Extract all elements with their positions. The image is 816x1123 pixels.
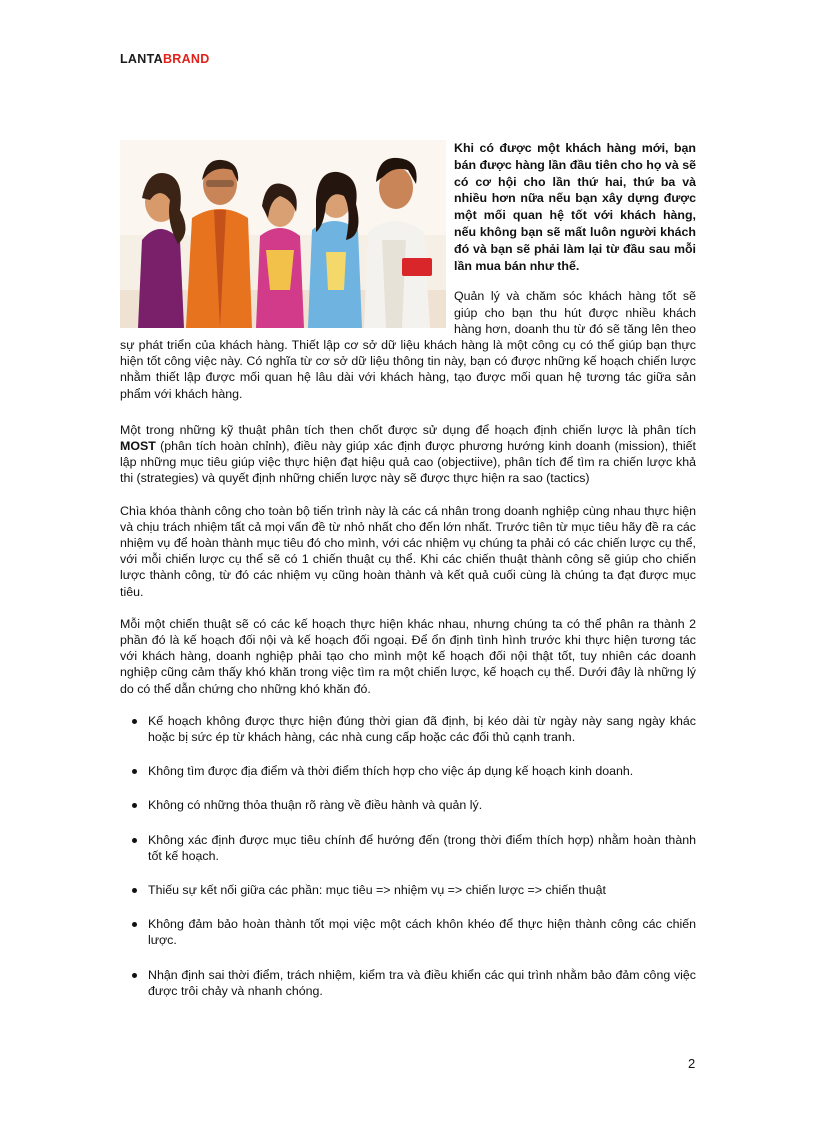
list-item-text: Không xác định được mục tiêu chính để hướng đến (trong thời điểm thích hợp) nhằm hoàn thành tốt kế hoạch. bbox=[148, 832, 696, 863]
brand-part-2: BRAND bbox=[162, 52, 210, 66]
page-number: 2 bbox=[688, 1056, 696, 1071]
paragraph-customer-management: Quản lý và chăm sóc khách hàng tốt sẽ giúp cho bạn thu hút được nhiều khách hàng hơn, doanh thu từ đó sẽ tăng lên theo sự phát triển của khách hàng. Thiết lập cơ sở dữ liệu khách hàng là một công cụ có thể giúp bạn thực hiện tốt công việc này. Có nghĩa từ cơ sở dữ liệu thông tin này, bạn có được những kế hoạch chiến lược nhằm thiết lập được mối quan hệ lâu dài với khách hàng, tạo được mối quan hệ tương tác giữa sản phẩm với khách hàng. bbox=[120, 289, 696, 401]
bullet-icon bbox=[132, 922, 137, 927]
group-of-people-illustration-icon bbox=[120, 140, 446, 328]
bullet-icon bbox=[132, 719, 137, 724]
list-item-text: Nhận định sai thời điểm, trách nhiệm, kiểm tra và điều khiển các qui trình nhằm bảo đảm công việc được trôi chảy và nhanh chóng. bbox=[148, 967, 696, 998]
list-item bbox=[120, 916, 696, 948]
brand-logo bbox=[120, 52, 210, 66]
bullet-icon bbox=[132, 888, 137, 893]
list-item-text: Không tìm được địa điểm và thời điểm thích hợp cho việc áp dụng kế hoạch kinh doanh. bbox=[148, 764, 634, 779]
bullet-icon bbox=[132, 973, 137, 978]
list-item-text: Không có những thỏa thuận rõ ràng về điều hành và quản lý. bbox=[148, 798, 483, 813]
paragraph-key-to-success: Chìa khóa thành công cho toàn bộ tiến trình này là các cá nhân trong doanh nghiệp cùng nhau thực hiện và chịu trách nhiệm tất cả mọi vấn đề từ nhỏ nhất cho đến lớn nhất. Trước tiên từ mục tiêu hãy đề ra các nhiệm vụ để hoàn thành mục tiêu đó cho mình, với các nhiệm vụ chúng ta phải có các chiến lược cụ thể, với mỗi chiến lược cụ thể sẽ có 1 chiến thuật cụ thể. Khi các chiến thuật thành công sẽ giúp cho chiến lược thành công, từ đó các nhiệm vụ cũng hoàn thành và kết quả cuối cùng là chúng ta đạt được mục tiêu. bbox=[120, 503, 696, 599]
list-item bbox=[120, 882, 696, 898]
bullet-icon bbox=[132, 769, 137, 774]
most-keyword: MOST bbox=[120, 439, 156, 453]
brand-part-1: LANTA bbox=[120, 52, 163, 66]
list-item bbox=[120, 967, 696, 999]
most-text-before: Một trong những kỹ thuật phân tích then chốt được sử dụng để hoạch định chiến lược là phân tích bbox=[120, 422, 696, 437]
list-item bbox=[120, 713, 696, 745]
list-item bbox=[120, 797, 696, 813]
list-item bbox=[120, 832, 696, 864]
list-item-text: Kế hoạch không được thực hiện đúng thời gian đã định, bị kéo dài từ ngày này sang ngày khác hoặc bị sức ép từ khách hàng, các nhà cung cấp hoặc các đối thủ cạnh tranh. bbox=[148, 713, 696, 745]
lead-paragraph: Khi có được một khách hàng mới, bạn bán được hàng lần đầu tiên cho họ và sẽ có cơ hội cho lần thứ hai, thứ ba và nhiều hơn nữa nếu bạn xây dựng được một mối quan hệ tốt với khách hàng, nếu không bạn sẽ mất luôn người khách đó và bạn sẽ phải làm lại từ đầu sau mỗi lần mua bán như thế. bbox=[454, 141, 696, 273]
difficulties-list bbox=[120, 713, 696, 999]
bullet-icon bbox=[132, 838, 137, 843]
bullet-icon bbox=[132, 803, 137, 808]
list-item-text: Thiếu sự kết nối giữa các phần: mục tiêu => nhiệm vụ => chiến lược => chiến thuật bbox=[148, 883, 606, 898]
paragraph-tactics-plans: Mỗi một chiến thuật sẽ có các kế hoạch thực hiện khác nhau, nhưng chúng ta có thể phân ra thành 2 phần đó là kế hoạch đối nội và kế hoạch đối ngoại. Để ổn định tình hình trước khi thực hiện tương tác với khách hàng, doanh nghiệp phải tạo cho mình một kế hoạch đối nội thật tốt, tuy nhiên các doanh nghiệp cũng cảm thấy khó khăn trong việc tìm ra một chiến lược, kế hoạch cụ thể. Dưới đây là những lý do có thể dẫn chứng cho những khó khăn đó. bbox=[120, 616, 696, 696]
most-text-after: (phân tích hoàn chỉnh), điều này giúp xác định được phương hướng kinh doanh (mission), thiết lập những mục tiêu giúp việc thực hiện đạt hiệu quả cao (objectiive), phân tích để tìm ra chiến lược khả thi (strategies) và quyết định những chiến lược này sẽ được thực hiện ra sao (tactics) bbox=[120, 439, 696, 486]
list-item bbox=[120, 763, 696, 779]
document-body bbox=[120, 140, 696, 1017]
paragraph-most-analysis bbox=[120, 422, 696, 487]
list-item-text: Không đảm bảo hoàn thành tốt mọi việc một cách khôn khéo để thực hiện thành công các chiến lược. bbox=[148, 917, 696, 948]
